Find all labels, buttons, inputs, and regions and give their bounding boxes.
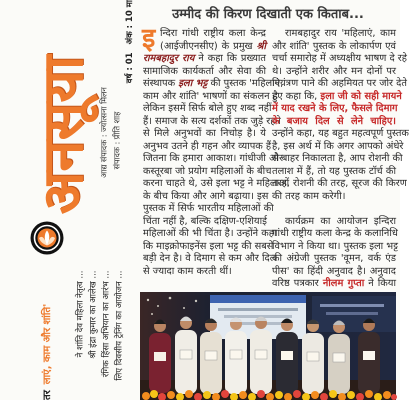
article-line: [143, 178, 290, 191]
article-line: [272, 140, 404, 154]
article-line: [143, 228, 277, 241]
article-column-left: [142, 23, 290, 278]
text-run: चिंता नहीं है, बल्कि दक्षिण-एशियाई: [143, 215, 267, 227]
emphasized-text: में याद रखने के लिए, फैसले दिमाग: [272, 103, 398, 114]
text-run: से मिले अनुभवों का निचोड़ है। ये: [143, 128, 266, 139]
emphasized-text: नीलम गुप्ता: [322, 278, 365, 289]
text-run: वरिष्ठ पत्रकार: [272, 278, 323, 289]
article-line: [272, 28, 396, 41]
emphasized-text: इला भट्ट: [178, 78, 208, 89]
magazine-logo-icon: [30, 221, 64, 255]
article-line: [272, 116, 396, 129]
article-line: [272, 128, 409, 141]
article-line: [272, 153, 403, 166]
article-line: [143, 153, 284, 166]
article-line: [143, 103, 272, 116]
text-run: के बीच किया और आगे बढ़ाया। इस: [143, 190, 269, 202]
emphasized-text: इला जी को सही मायने: [320, 90, 402, 102]
text-run: से बाहर निकालता है, आप रोशनी की: [272, 153, 403, 164]
text-run: ने किया: [364, 278, 396, 289]
article-headline: उम्मीद की किरण दिखाती एक किताब...: [172, 7, 364, 22]
text-run: पुस्तक में सिर्फ भारतीय महिलाओं की: [143, 203, 274, 214]
article-line: [272, 41, 396, 54]
emphasized-text: श्री: [256, 40, 266, 52]
issue-year: वर्ष : 01: [124, 52, 135, 84]
text-run: पीस' का हिंदी अनुवाद है। अनुवाद: [272, 265, 396, 277]
text-run: हैं। समाज के सत्य दर्शकों तक जुड़े रहने: [143, 115, 281, 127]
contents-feature-title: लाएं, काम और शांति': [42, 303, 53, 385]
article-line: [143, 203, 274, 216]
text-run: लेकिन इसमें सिर्फ बोले हुए शब्द नहीं: [143, 103, 272, 114]
article-line: [272, 253, 396, 266]
article-line: [143, 240, 274, 254]
article-line: [272, 78, 407, 91]
contents-label-fragment: तर: [42, 390, 53, 400]
article-line: [272, 66, 396, 79]
article-line: [143, 66, 266, 79]
article-line: [143, 165, 272, 179]
text-run: जितना कि हमारा आकाश। गांधीजी और: [143, 153, 284, 164]
contents-item: लिए दिवसीय ट्रेनिंग का आयोजन ...: [114, 270, 125, 381]
emphasized-text: रामबहादुर राय: [143, 53, 195, 64]
text-run: तलाश में हैं, तो यह पुस्तक टॉर्च की: [272, 165, 396, 177]
text-run: नियंत्रण पाने की अहमियत पर जोर देते: [272, 78, 407, 89]
article-line: [272, 216, 396, 229]
contents-feature: [39, 270, 53, 400]
paragraph-gap: [272, 203, 396, 216]
article-line: [272, 266, 396, 279]
article-line: [143, 90, 278, 104]
text-run: महिलाओं की भी चिंता है। उन्होंने कहा: [143, 228, 277, 239]
contents-item: ने शांति देव महिला नेतृत्व ...: [75, 270, 86, 357]
article-line: [272, 53, 407, 66]
article-line: [143, 41, 266, 54]
text-run: रामबहादुर राय 'महिलाएं, काम: [285, 28, 396, 39]
founding-editor: आद्य संपादक : ज्योत्सना मिलन: [99, 86, 109, 178]
text-run: से ज्यादा काम करती थीं।: [143, 265, 232, 277]
text-run: करना चाहते थे, उसे इला भट्ट ने महिलाओं: [143, 178, 290, 189]
article-line: [272, 191, 396, 204]
event-photo: [140, 292, 396, 400]
article-line: [272, 103, 396, 116]
masthead-title: अनसूया: [30, 55, 96, 215]
article-line: [143, 266, 266, 279]
text-run: विभाग ने किया था। पुस्तक इला भट्ट: [272, 240, 398, 252]
article-line: [272, 278, 396, 291]
editor: संपादक : प्रीति शाह: [112, 111, 122, 169]
text-run: कि माइक्रोफाइनेंस इला भट्ट की सबसे: [143, 240, 274, 252]
article-line: [143, 253, 277, 266]
article-line: [143, 78, 284, 91]
text-run: है, इस अर्थ में कि अगर आपको अंधेरे: [272, 140, 404, 152]
text-run: थे। उन्होंने शरीर और मन दोनों पर: [272, 65, 396, 77]
text-run: कार्यक्रम का आयोजन इन्दिरा: [285, 215, 396, 227]
issue-info: [123, 0, 135, 84]
text-run: गांधी राष्ट्रीय कला केन्द्र के कलानिधि: [272, 228, 398, 239]
article-line: [143, 190, 269, 204]
drop-cap: इ: [142, 23, 156, 54]
article-line: [272, 228, 396, 241]
text-run: संस्थापक: [143, 78, 179, 89]
text-run: ने कहा कि प्रख्यात: [194, 53, 266, 64]
text-run: काम और शांति' भाषणों का संकलन है: [143, 90, 278, 102]
article-line: [272, 166, 396, 179]
emphasized-text: के बजाय दिल से लेने चाहिए।: [272, 115, 396, 127]
text-run: और शांति' पुस्तक के लोकार्पण एवं: [272, 40, 396, 52]
text-run: अनुभव उतने ही गहन और व्यापक हैं: [143, 140, 272, 152]
contents-item: श्री इंद्रा कुमार का आलेख ...: [88, 270, 99, 359]
text-run: कस्तूरबा जो प्रयोग महिलाओं के बीच: [143, 165, 272, 177]
article-line: [143, 53, 266, 66]
text-run: न्दिरा गांधी राष्ट्रीय कला केन्द्र: [160, 28, 266, 39]
text-run: सामाजिक कार्यकर्ता और सेवा की: [143, 65, 266, 77]
text-run: उन्होंने कहा, यह बहुत महत्वपूर्ण पुस्तक: [272, 128, 409, 139]
article-column-right: [272, 28, 409, 291]
contents-item: रंगिक हिंसा अभियान का आरंभ ...: [101, 270, 112, 377]
text-run: बड़ी देन है। वे दिमाग से कम और दिल: [143, 253, 277, 264]
article-line: [143, 28, 266, 41]
text-run: की अंग्रेजी पुस्तक 'वूमन, वर्क एंड: [272, 253, 396, 264]
issue-number: अंक : 10 मा: [124, 0, 135, 45]
article-line: [272, 178, 407, 191]
article-line: [272, 241, 396, 254]
text-run: हुए कहा कि,: [272, 90, 321, 102]
text-run: (आईजीएनसीए) के प्रमुख: [160, 40, 257, 52]
text-run: की तरह काम करेगी।: [272, 190, 346, 202]
article-line: [143, 115, 281, 129]
article-line: [272, 90, 402, 104]
article-line: [143, 216, 266, 229]
text-run: की पुस्तक 'महिलाएं,: [207, 78, 284, 89]
text-run: तरह, रोशनी की तरह, सूरज की किरण: [272, 178, 407, 189]
text-run: चर्चा समारोह में अध्यक्षीय भाषण दे रहे: [272, 53, 407, 64]
side-banner: [312, 296, 396, 332]
article-line: [143, 128, 266, 141]
article-line: [143, 140, 272, 154]
